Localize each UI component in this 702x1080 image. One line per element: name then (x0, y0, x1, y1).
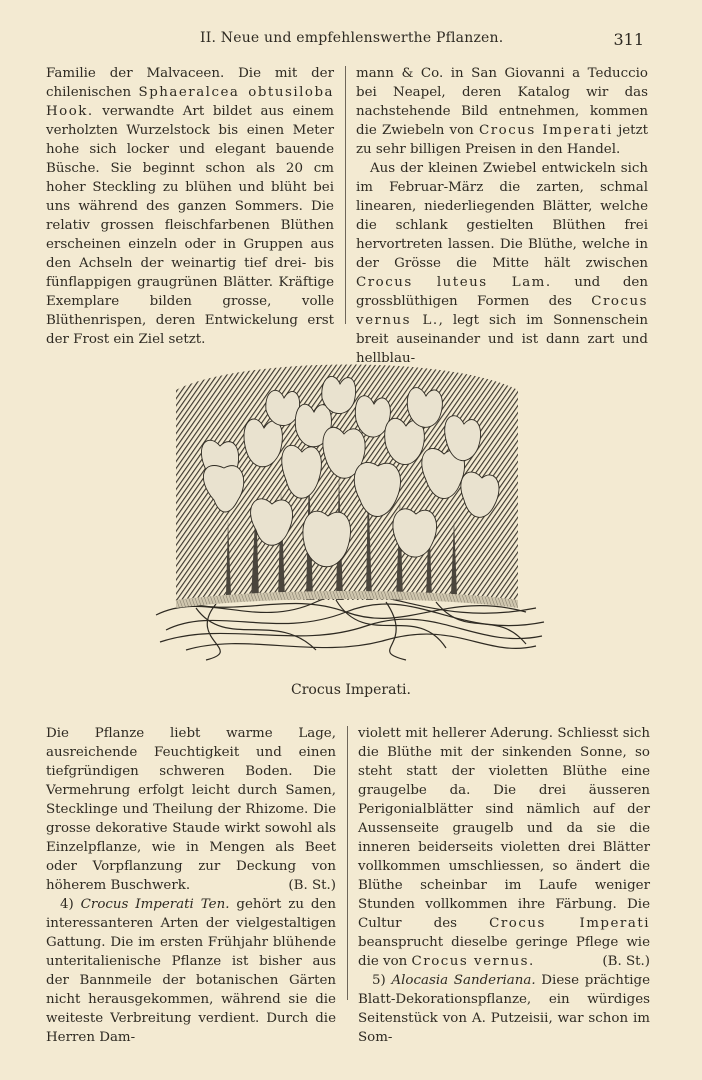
species-name: Crocus vernus L. (356, 294, 648, 328)
paragraph-bulb (356, 159, 648, 368)
species-name: Crocus luteus Lam. (356, 275, 552, 290)
text-segment: und den grossblüthigen Formen des (356, 275, 648, 309)
column-bottom-left (46, 724, 336, 1047)
text-segment: Familie der Malvaceen. Die mit der chilenischen (46, 66, 334, 100)
author-signature: (B. St.) (602, 954, 650, 969)
column-bottom-right (358, 724, 650, 1047)
paragraph-cultivation (46, 724, 336, 895)
species-name: Crocus vernus. (411, 954, 535, 969)
text-segment: Die Pflanze liebt warme Lage, ausreichende Feuchtigkeit und einen tiefgründigen schweren Boden. Die Vermehrung erfolgt leicht durch Samen, Stecklinge und Theilung der Rhizome. Die grosse dekorative Staude wirkt sowohl als Einzelpflanze, wie in Mengen als Beet oder Vorpflanzung zur Deckung von höherem Buschwerk. (46, 726, 336, 893)
page-number: 311 (613, 30, 644, 49)
column-top-right (356, 64, 648, 368)
column-divider (347, 726, 348, 1000)
species-name: Sphaeralcea obtusiloba Hook. (46, 85, 334, 119)
species-name: Crocus Imperati (489, 916, 650, 931)
paragraph-flower-colour (358, 724, 650, 971)
section-title: Alocasia Sanderiana. (391, 973, 536, 988)
text-segment: gehört zu den interessanteren Arten der vielgestaltigen Gattung. Die im ersten Frühjahr blühende unteritalienische Pflanze ist bisher aus der Bannmeile der botanischen Gärten nicht herausgekommen, während sie die weiteste Verbreitung verdient. Durch die Herren Dam- (46, 897, 336, 1045)
text-segment: jetzt zu sehr billigen Preisen in den Handel. (356, 123, 649, 157)
text-segment: , legt sich im Sonnenschein breit auseinander und ist dann zart und hellblau- (356, 313, 648, 366)
text-segment: Diese prächtige Blatt-Dekorationspflanze, ein würdiges Seitenstück von A. Putzeisii, war schon im Som- (358, 973, 650, 1045)
text-segment: violett mit hellerer Aderung. Schliesst sich die Blüthe mit der sinkenden Sonne, so steht statt der violetten Blüthe eine graugelbe da. Die drei äusseren Perigonialblätter sind nämlich auf der Aussenseite graugelb und da sie die inneren beiderseits violetten drei Blätter vollkommen umschliessen, so ändert die Blüthe scheinbar im Laufe weniger Stunden vollkommen ihre Färbung. Die Cultur des (358, 726, 650, 931)
column-top-left (46, 64, 334, 349)
column-divider (345, 66, 346, 324)
paragraph-sphaeralcea (46, 64, 334, 349)
text-segment: Aus der kleinen Zwiebel entwickeln sich im Februar-März die zarten, schmal linearen, niederliegenden Blätter, welche die schlank gestielten Blüthen frei hervortreten lassen. Die Blüthe, welche in der Grösse die Mitte hält zwischen (356, 161, 648, 271)
paragraph-dammann (356, 64, 648, 159)
running-head: II. Neue und empfehlenswerthe Pflanzen. (200, 30, 504, 46)
text-segment: mann & Co. in San Giovanni a Teduccio bei Neapel, deren Katalog wir das nachstehende Bild entnehmen, kommen die Zwiebeln von (356, 66, 648, 138)
author-signature: (B. St.) (288, 878, 336, 893)
text-segment: beansprucht dieselbe geringe Pflege wie die von (358, 935, 650, 969)
figure-caption: Crocus Imperati. (291, 682, 411, 698)
section-number: 5) (372, 973, 392, 988)
paragraph-crocus-imperati (46, 895, 336, 1047)
text-segment: verwandte Art bildet aus einem verholzten Wurzelstock bis einen Meter hohe sich locker und elegant bauende Büsche. Sie beginnt schon als 20 cm hoher Steckling zu blühen und blüht bei uns während des ganzen Sommers. Die relativ grossen fleischfarbenen Blüthen erscheinen einzeln oder in Gruppen aus den Achseln der weinartig tief drei- bis fünflappigen graugrünen Blätter. Kräftige Exemplare bilden grosse, volle Blüthenrispen, deren Entwickelung erst der Frost ein Ziel setzt. (46, 104, 334, 347)
crocus-engraving (146, 350, 548, 670)
section-number: 4) (60, 897, 81, 912)
section-title: Crocus Imperati Ten. (80, 897, 230, 912)
paragraph-alocasia (358, 971, 650, 1047)
species-name: Crocus Imperati (478, 123, 613, 138)
